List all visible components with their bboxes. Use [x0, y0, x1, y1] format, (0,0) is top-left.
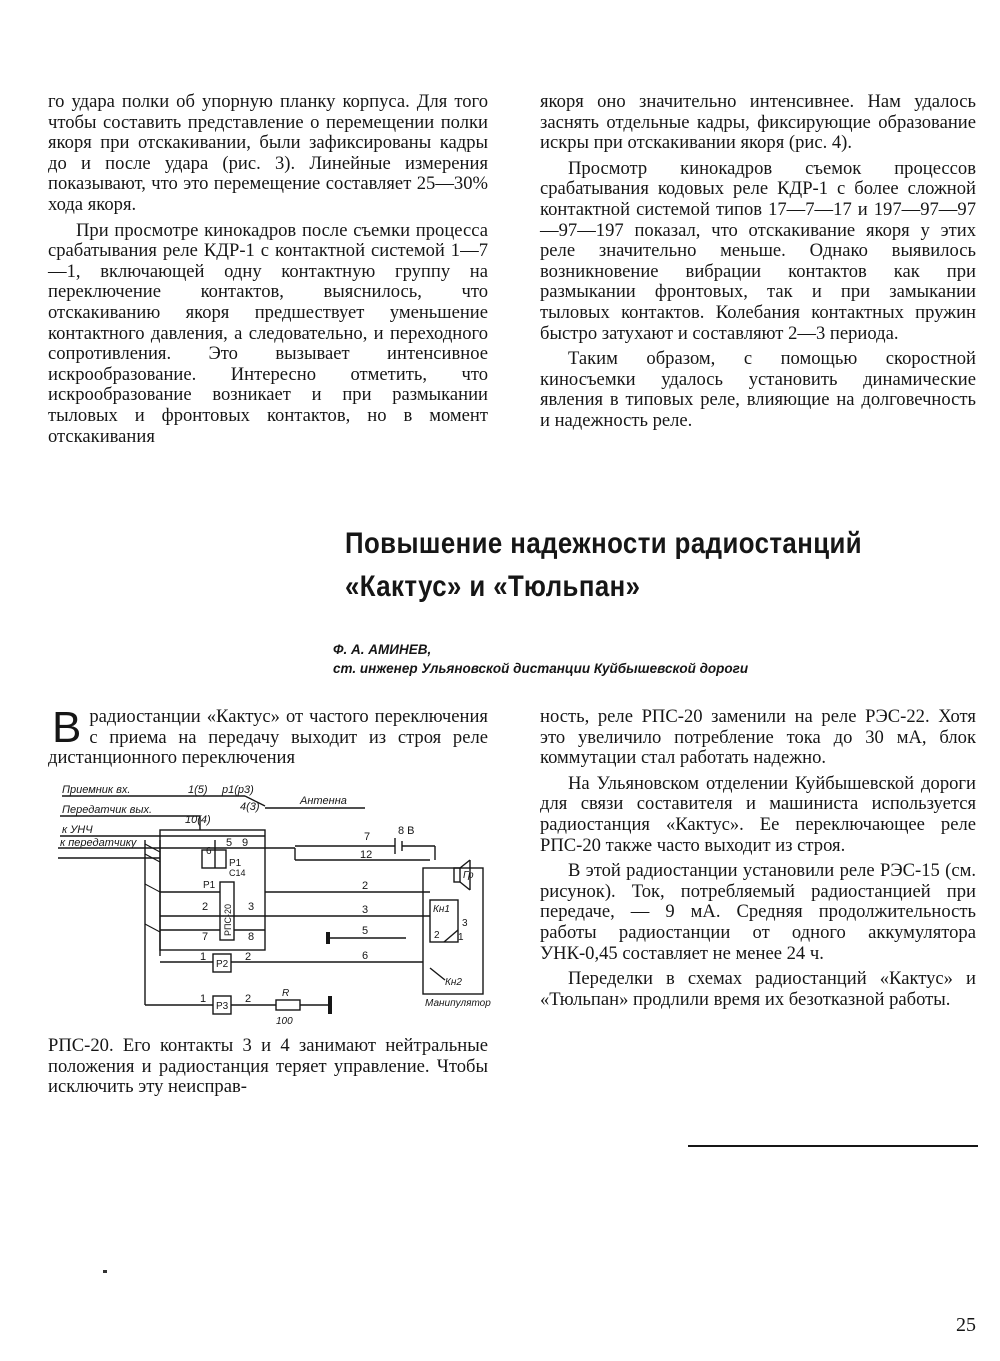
label-7: 7	[202, 931, 209, 943]
label-antenna: Антенна	[300, 795, 347, 807]
label-c14: С14	[229, 868, 246, 878]
paragraph: го удара полки об упорную планку корпуса. Для того чтобы составить представление о перемещении полки якоря при отскакивании, были зафиксированы кадры до и после удара (рис. 3). Линейные измерения показывают, что это перемещение составляет 25—30% хода якоря.	[48, 91, 488, 215]
paragraph: При просмотре кинокадров после съемки процесса срабатывания реле КДР-1 с контактной системой 1—7—1, включающей одну контактную группу на переключение контактов, выяснилось, что отскакиванию якоря предшествует уменьшение контактного давления, а следовательно, и переходного сопротивления. Это вызывает интенсивное искрообразование. Интересно отметить, что искрообразование возникает и при размыкании тыловых и фронтовых контактов, но в момент отскакивания	[48, 219, 488, 447]
page-number: 25	[956, 1314, 976, 1336]
label-wire-2: 2	[362, 880, 369, 892]
label-p1-p3: р1(р3)	[222, 784, 254, 796]
label-kn1: Кн1	[433, 904, 450, 915]
article-title	[345, 522, 985, 608]
label-receiver: Приемник вх.	[62, 784, 131, 796]
author-name: Ф. А. АМИНЕВ,	[333, 642, 432, 657]
top-right-column	[540, 92, 976, 437]
paragraph: Переделки в схемах радиостанций «Кактус» и «Тюльпан» продлили время их безотказной работы.	[540, 968, 976, 1010]
print-mark	[103, 1270, 107, 1273]
byline	[333, 640, 973, 678]
top-left-column	[48, 92, 488, 452]
paragraph: На Ульяновском отделении Куйбышевской дороги для связи составителя и машиниста используется радиостанция «Кактус». Ее переключающее реле РПС-20 также часто выходит из строя.	[540, 772, 976, 856]
label-transmitter: Передатчик вых.	[62, 804, 153, 816]
label-p2: Р2	[216, 959, 229, 970]
label-3: 3	[248, 901, 255, 913]
label-2a: 2	[245, 951, 252, 963]
label-wire-3: 3	[362, 904, 369, 916]
label-wire-5: 5	[362, 925, 369, 937]
label-5: 5	[226, 837, 233, 849]
label-kn2: Кн2	[445, 977, 462, 988]
article-title-line-2: «Кактус» и «Тюльпан»	[345, 570, 641, 603]
label-8: 8	[248, 931, 255, 943]
label-gr: Гр	[463, 870, 474, 881]
label-4-3: 4(3)	[240, 801, 260, 813]
label-1-5: 1(5)	[188, 784, 208, 796]
label-100: 100	[276, 1016, 293, 1027]
label-10-4: 10(4)	[185, 814, 211, 826]
label-wire-12: 12	[360, 849, 373, 861]
paragraph: ность, реле РПС-20 заменили на реле РЭС-22. Хотя это увеличило потребление тока до 30 мА, блок коммутации стал работать надежно.	[540, 706, 976, 769]
paragraph: якоря оно значительно интенсивнее. Нам удалось заснять отдельные кадры, фиксирующие образование искры при отскакивании якоря (рис. 4).	[540, 91, 976, 154]
label-wire-6: 6	[362, 950, 369, 962]
label-1a: 1	[200, 951, 207, 963]
label-p1: Р1	[229, 858, 242, 869]
article-right-column	[540, 707, 976, 1015]
label-2b: 2	[245, 993, 252, 1005]
label-p3: Р3	[216, 1001, 229, 1012]
paragraph: радиостанции «Кактус» от частого переключения с приема на передачу выходит из строя реле дистанционного переключения	[48, 706, 488, 769]
label-9: 9	[242, 837, 249, 849]
author-position: ст. инженер Ульяновской дистанции Куйбышевской дороги	[333, 661, 749, 676]
label-switch-2: 2	[434, 930, 440, 941]
label-1b: 1	[200, 993, 207, 1005]
label-rps20: РПС-20	[223, 904, 233, 936]
paragraph: Таким образом, с помощью скоростной киносъемки удалось установить динамические явления в типовых реле, влияющие на долговечность и надежность реле.	[540, 348, 976, 431]
paragraph: Просмотр кинокадров съемок процессов срабатывания кодовых реле КДР-1 с более сложной контактной системой типов 17—7—17 и 197—97—97—97—197 показал, что отскакивание якоря у этих реле значительно меньше. Однако выявилось возникновение вибрации контактов как при размыкании фронтовых, так и при замыкании тыловых контактов. Колебания контактных пружин быстро затухают и составляют 2—3 периода.	[540, 157, 976, 344]
drop-cap: В	[52, 703, 82, 752]
label-k-unch: к УНЧ	[62, 824, 93, 836]
label-wire-7: 7	[364, 831, 371, 843]
label-r: R	[282, 988, 290, 999]
label-k-transmitter: к передатчику	[60, 837, 137, 849]
label-switch-1: 1	[458, 932, 464, 943]
label-switch-3: 3	[462, 918, 468, 929]
paragraph: В этой радиостанции установили реле РЭС-15 (см. рисунок). Ток, потребляемый радиостанцией при передаче, — 9 мА. Средняя продолжительность работы радиостанции от одного аккумулятора УНК-0,45 составляет не менее 24 ч.	[540, 860, 976, 964]
label-p1b: Р1	[203, 880, 216, 891]
label-2: 2	[202, 901, 209, 913]
article-title-line-1: Повышение надежности радиостанций	[345, 527, 863, 560]
label-battery-8v: 8 В	[398, 825, 415, 837]
article-left-column-top	[48, 703, 488, 774]
article-left-column-bottom	[48, 1036, 488, 1103]
label-manipulator: Манипулятор	[425, 998, 491, 1009]
circuit-schematic	[50, 780, 500, 1030]
label-6: 6	[206, 846, 212, 857]
article-end-rule	[688, 1145, 978, 1147]
paragraph: РПС-20. Его контакты 3 и 4 занимают нейтральные положения и радиостанция теряет управление. Чтобы исключить эту неисправ-	[48, 1035, 488, 1098]
